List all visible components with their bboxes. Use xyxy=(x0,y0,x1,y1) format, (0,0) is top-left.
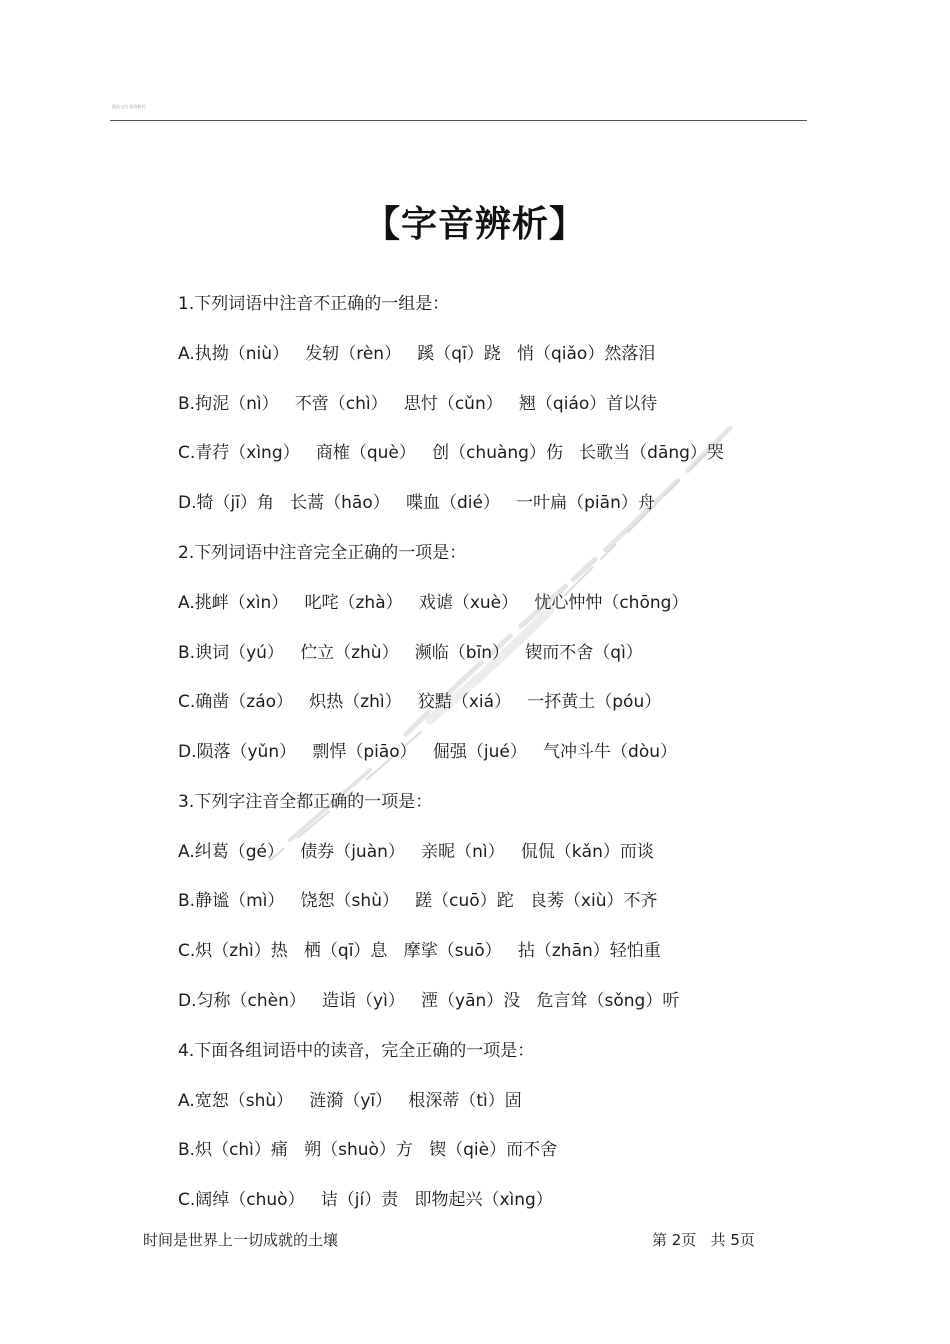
question-1-option-c: C.青荇（xìng） 商榷（què） 创（chuàng）伤 长歌当（dāng）哭 xyxy=(178,443,724,463)
question-3-option-b: B.静谧（mì） 饶恕（shù） 蹉（cuō）跎 良莠（xiù）不齐 xyxy=(178,891,658,911)
question-1-option-a: A.执拗（niù） 发轫（rèn） 蹊（qī）跷 悄（qiǎo）然落泪 xyxy=(178,344,656,364)
question-1-option-d: D.犄（jī）角 长蒿（hāo） 喋血（dié） 一叶扁（piān）舟 xyxy=(178,493,655,513)
question-2-option-b: B.谀词（yú） 伫立（zhù） 濒临（bīn） 锲而不舍（qì） xyxy=(178,643,643,663)
question-2-option-d: D.陨落（yǔn） 剽悍（piāo） 倔强（jué） 气冲斗牛（dòu） xyxy=(178,742,677,762)
question-2-stem: 2.下列词语中注音完全正确的一项是： xyxy=(178,543,467,563)
question-1-option-b: B.拘泥（nì） 不啻（chì） 思忖（cǔn） 翘（qiáo）首以待 xyxy=(178,394,658,414)
question-3-option-d: D.匀称（chèn） 造诣（yì） 湮（yān）没 危言耸（sǒng）听 xyxy=(178,991,680,1011)
question-3-option-a: A.纠葛（gé） 债券（juàn） 亲昵（nì） 侃侃（kǎn）而谈 xyxy=(178,842,654,862)
header-rule xyxy=(110,120,807,121)
question-4-stem: 4.下面各组词语中的读音，完全正确的一项是： xyxy=(178,1041,535,1061)
question-4-option-a: A.宽恕（shù） 涟漪（yī） 根深蒂（tì）固 xyxy=(178,1091,522,1111)
question-4-option-c: C.阔绰（chuò） 诘（jí）责 即物起兴（xìng） xyxy=(178,1190,553,1210)
page-title: 【字音辨析】 xyxy=(363,204,586,245)
footer-page-number: 第 2页 共 5页 xyxy=(652,1231,755,1249)
question-2-option-c: C.确凿（záo） 炽热（zhì） 狡黠（xiá） 一抔黄土（póu） xyxy=(178,692,662,712)
question-3-option-c: C.炽（zhì）热 栖（qī）息 摩挲（suō） 拈（zhān）轻怕重 xyxy=(178,941,661,961)
header-tiny-text: 精品文档 值得拥有 xyxy=(112,104,146,109)
question-3-stem: 3.下列字注音全都正确的一项是： xyxy=(178,792,433,812)
footer-motto: 时间是世界上一切成就的土壤 xyxy=(143,1231,339,1249)
question-4-option-b: B.炽（chì）痛 朔（shuò）方 锲（qiè）而不舍 xyxy=(178,1140,558,1160)
question-2-option-a: A.挑衅（xìn） 叱咤（zhà） 戏谑（xuè） 忧心忡忡（chōng） xyxy=(178,593,689,613)
question-1-stem: 1.下列词语中注音不正确的一组是： xyxy=(178,294,450,314)
